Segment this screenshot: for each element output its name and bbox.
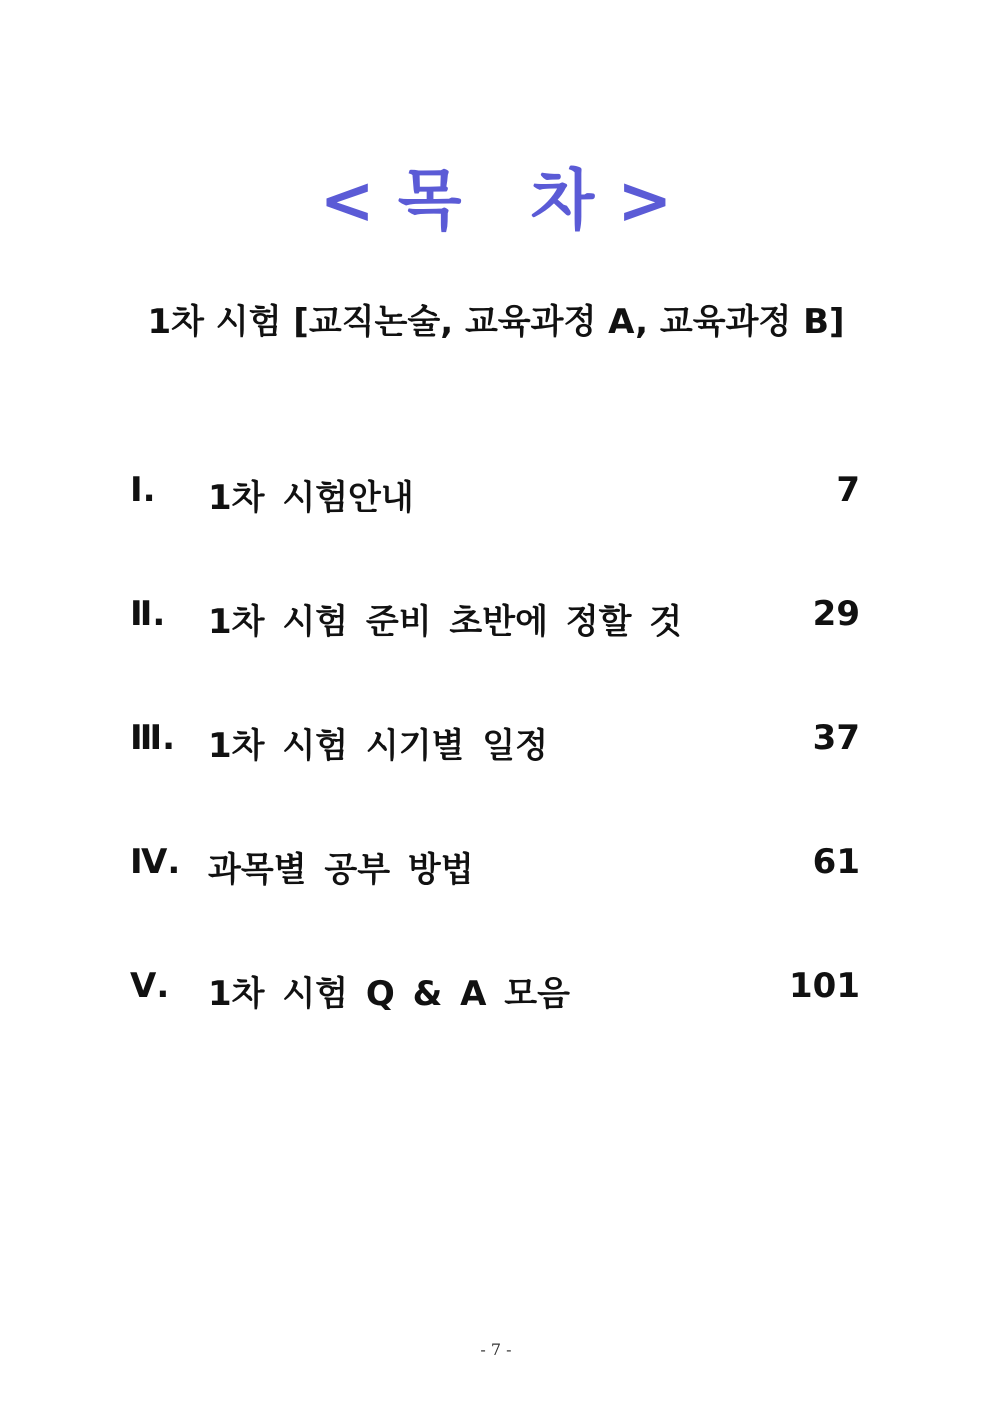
page-title: < 목 차 > — [319, 162, 673, 239]
exam-heading: 1차 시험 [교직논술, 교육과정 A, 교육과정 B] — [147, 302, 845, 342]
toc-page-number: 7 — [836, 470, 860, 510]
toc-numeral: Ⅳ. — [130, 842, 181, 882]
toc-numeral: Ⅴ. — [130, 966, 170, 1006]
table-of-contents — [130, 464, 860, 1084]
toc-page-number: 61 — [812, 842, 860, 882]
toc-page-number: 101 — [789, 966, 860, 1006]
toc-numeral: Ⅰ. — [130, 470, 156, 510]
toc-entry[interactable] — [130, 836, 860, 960]
toc-entry[interactable] — [130, 960, 860, 1084]
toc-label: 1차 시험 준비 초반에 정할 것 — [208, 602, 683, 642]
toc-entry[interactable] — [130, 712, 860, 836]
toc-label: 과목별 공부 방법 — [208, 850, 474, 890]
toc-label: 1차 시험안내 — [208, 478, 414, 518]
toc-entry[interactable] — [130, 464, 860, 588]
toc-page-number: 37 — [812, 718, 860, 758]
toc-page-number: 29 — [812, 594, 860, 634]
toc-label: 1차 시험 시기별 일정 — [208, 726, 548, 766]
toc-entry[interactable] — [130, 588, 860, 712]
page-number-footer: - 7 - — [480, 1340, 512, 1359]
toc-label: 1차 시험 Q & A 모음 — [208, 974, 570, 1014]
toc-numeral: Ⅲ. — [130, 718, 176, 758]
toc-numeral: Ⅱ. — [130, 594, 166, 634]
